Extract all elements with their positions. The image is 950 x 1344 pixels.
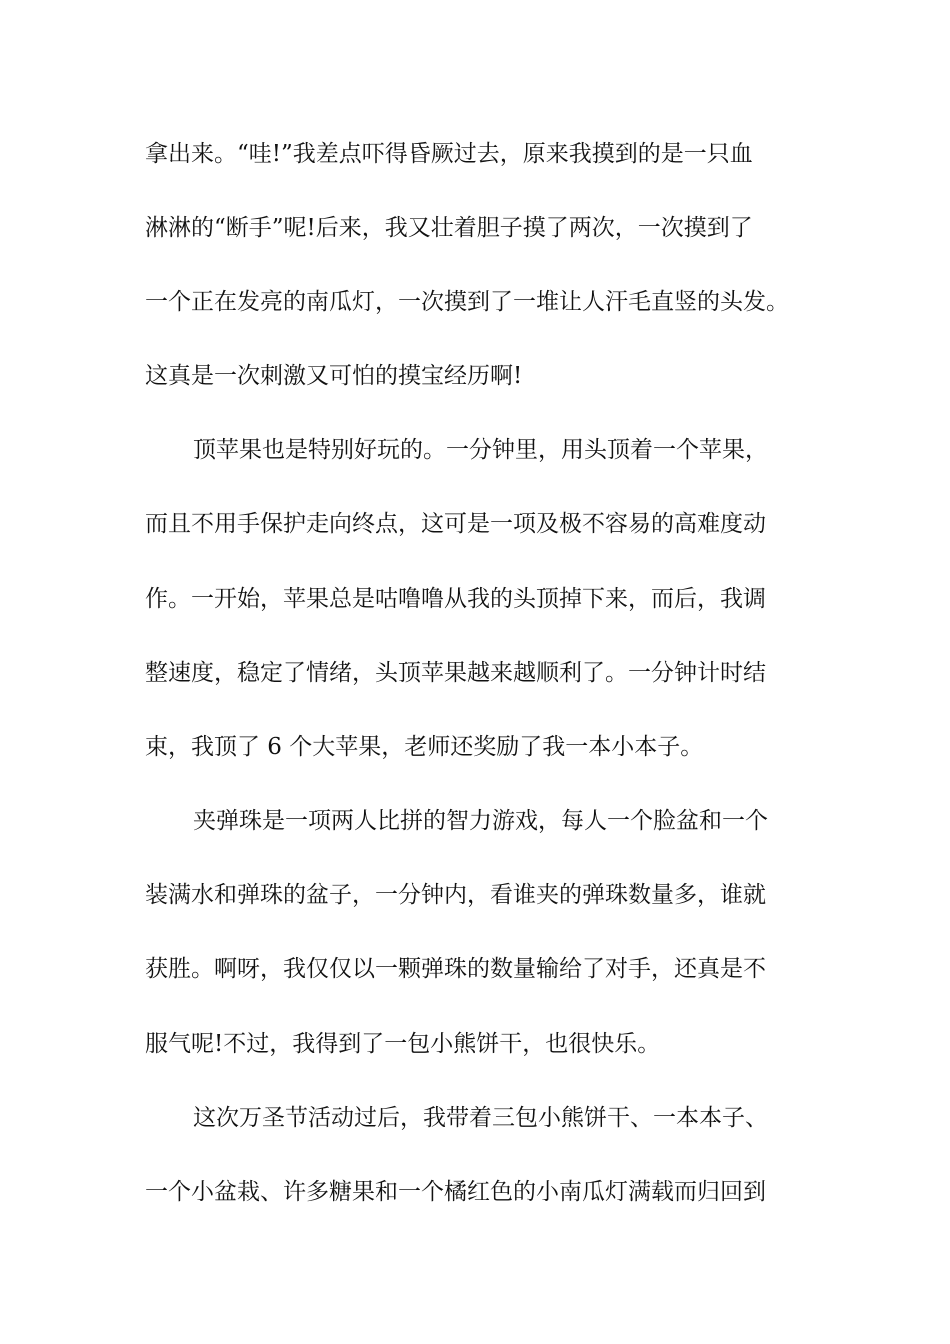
paragraph-first-line: 夹弹珠是一项两人比拼的智力游戏，每人一个脸盆和一个 bbox=[193, 808, 768, 834]
text-line: 而且不用手保护走向终点，这可是一项及极不容易的高难度动 bbox=[145, 511, 766, 537]
text-line: 淋淋的“断手”呢!后来，我又壮着胆子摸了两次，一次摸到了 bbox=[145, 215, 753, 241]
text-line: 拿出来。“哇!”我差点吓得昏厥过去，原来我摸到的是一只血 bbox=[145, 141, 753, 167]
text-line: 这真是一次刺激又可怕的摸宝经历啊! bbox=[145, 363, 523, 389]
text-line: 装满水和弹珠的盆子，一分钟内，看谁夹的弹珠数量多，谁就 bbox=[145, 882, 766, 908]
paragraph-first-line: 这次万圣节活动过后，我带着三包小熊饼干、一本本子、 bbox=[193, 1105, 768, 1131]
text-line: 一个正在发亮的南瓜灯，一次摸到了一堆让人汗毛直竖的头发。 bbox=[145, 289, 789, 315]
text-line: 束，我顶了 6 个大苹果，老师还奖励了我一本小本子。 bbox=[145, 734, 704, 760]
paragraph-first-line: 顶苹果也是特别好玩的。一分钟里，用头顶着一个苹果， bbox=[193, 437, 768, 463]
text-line: 整速度，稳定了情绪，头顶苹果越来越顺利了。一分钟计时结 bbox=[145, 660, 766, 686]
text-line: 一个小盆栽、许多糖果和一个橘红色的小南瓜灯满载而归回到 bbox=[145, 1179, 766, 1205]
text-line: 作。一开始，苹果总是咕噜噜从我的头顶掉下来，而后，我调 bbox=[145, 586, 766, 612]
text-line: 获胜。啊呀，我仅仅以一颗弹珠的数量输给了对手，还真是不 bbox=[145, 956, 766, 982]
text-line: 服气呢!不过，我得到了一包小熊饼干，也很快乐。 bbox=[145, 1031, 661, 1057]
